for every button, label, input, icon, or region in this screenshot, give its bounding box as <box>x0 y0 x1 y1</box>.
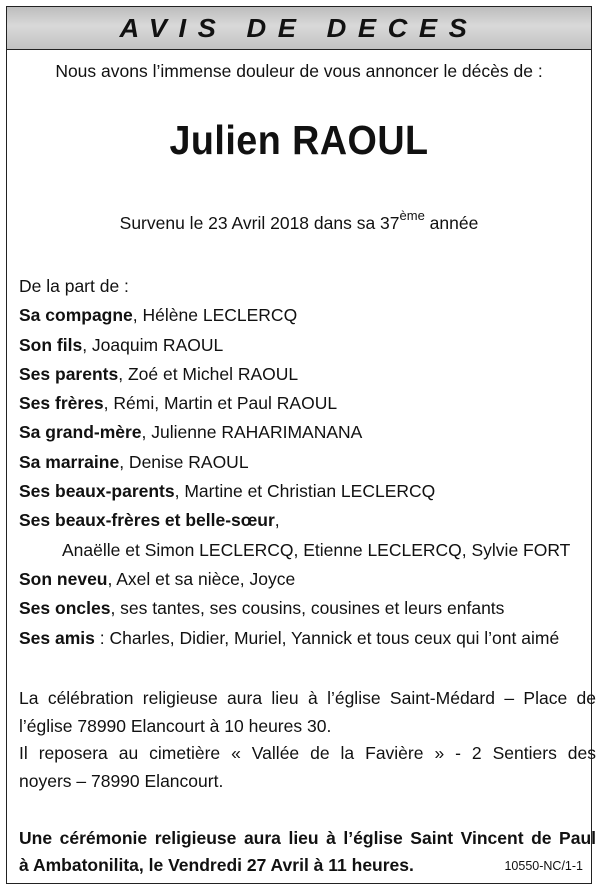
family-names: , ses tantes, ses cousins, cousines et leurs enfants <box>110 598 505 619</box>
family-role: Ses oncles <box>19 598 111 619</box>
family-names: , Rémi, Martin et Paul RAOUL <box>103 393 338 414</box>
family-item <box>19 506 594 535</box>
ceremony-line: Une cérémonie religieuse aura lieu à l’église Saint Vincent de Paul <box>19 828 596 848</box>
ordinal-suffix: ème <box>399 208 425 223</box>
notice-title: AVIS DE DECES <box>119 12 479 43</box>
family-names: , Joaquim RAOUL <box>82 334 224 355</box>
family-names: , Hélène LECLERCQ <box>132 305 298 326</box>
family-names: , Axel et sa nièce, Joyce <box>107 568 296 589</box>
family-item <box>19 389 594 418</box>
ceremony-line: à Ambatonilita, le Vendredi 27 Avril à 11 heures. <box>19 855 414 875</box>
reference-code: 10550-NC/1-1 <box>504 859 583 873</box>
family-item <box>19 360 594 389</box>
family-names: , Julienne RAHARIMANANA <box>141 422 363 443</box>
family-names: , Denise RAOUL <box>119 451 249 472</box>
family-item <box>19 301 594 330</box>
family-role: Son fils <box>19 334 83 355</box>
family-item <box>19 448 594 477</box>
family-intro: De la part de : <box>19 276 129 296</box>
burial-paragraph <box>19 740 596 795</box>
family-item <box>19 565 594 594</box>
death-date-line <box>7 208 591 234</box>
death-date-text: Survenu le 23 Avril 2018 dans sa 37 <box>119 213 400 233</box>
family-names: , <box>274 510 280 531</box>
family-item <box>19 418 594 447</box>
family-role: Ses parents <box>19 363 119 384</box>
family-names: : Charles, Didier, Muriel, Yannick et tous ceux qui l’ont aimé <box>94 627 560 648</box>
family-role: Ses beaux-frères et belle-sœur <box>19 510 275 531</box>
family-role: Son neveu <box>19 568 108 589</box>
header-banner <box>7 7 591 50</box>
death-date-tail: année <box>424 213 479 233</box>
burial-line: Il reposera au cimetière « Vallée de la Favière » - 2 Sentiers des <box>19 743 596 763</box>
family-names: , Martine et Christian LECLERCQ <box>174 481 436 502</box>
family-item <box>19 624 594 653</box>
family-role: Sa compagne <box>19 305 133 326</box>
celebration-paragraph <box>19 685 596 740</box>
family-role: Ses frères <box>19 393 104 414</box>
family-names: Anaëlle et Simon LECLERCQ, Etienne LECLERCQ, Sylvie FORT <box>62 539 571 560</box>
deceased-name: Julien RAOUL <box>169 117 429 163</box>
celebration-line: La célébration religieuse aura lieu à l’église Saint-Médard – Place de <box>19 688 596 708</box>
family-item-continued <box>19 536 594 565</box>
celebration-line: l’église 78990 Elancourt à 10 heures 30. <box>19 715 332 736</box>
family-role: Ses beaux-parents <box>19 481 175 502</box>
family-item <box>19 331 594 360</box>
family-item <box>19 477 594 506</box>
burial-line: noyers – 78990 Elancourt. <box>19 770 224 791</box>
family-names: , Zoé et Michel RAOUL <box>118 363 299 384</box>
notice-frame <box>6 6 596 884</box>
intro-text: Nous avons l’immense douleur de vous annoncer le décès de : <box>55 61 543 81</box>
family-role: Sa grand-mère <box>19 422 142 443</box>
family-item <box>19 594 594 623</box>
family-role: Ses amis <box>19 627 95 648</box>
family-role: Sa marraine <box>19 451 120 472</box>
family-list <box>19 272 594 653</box>
